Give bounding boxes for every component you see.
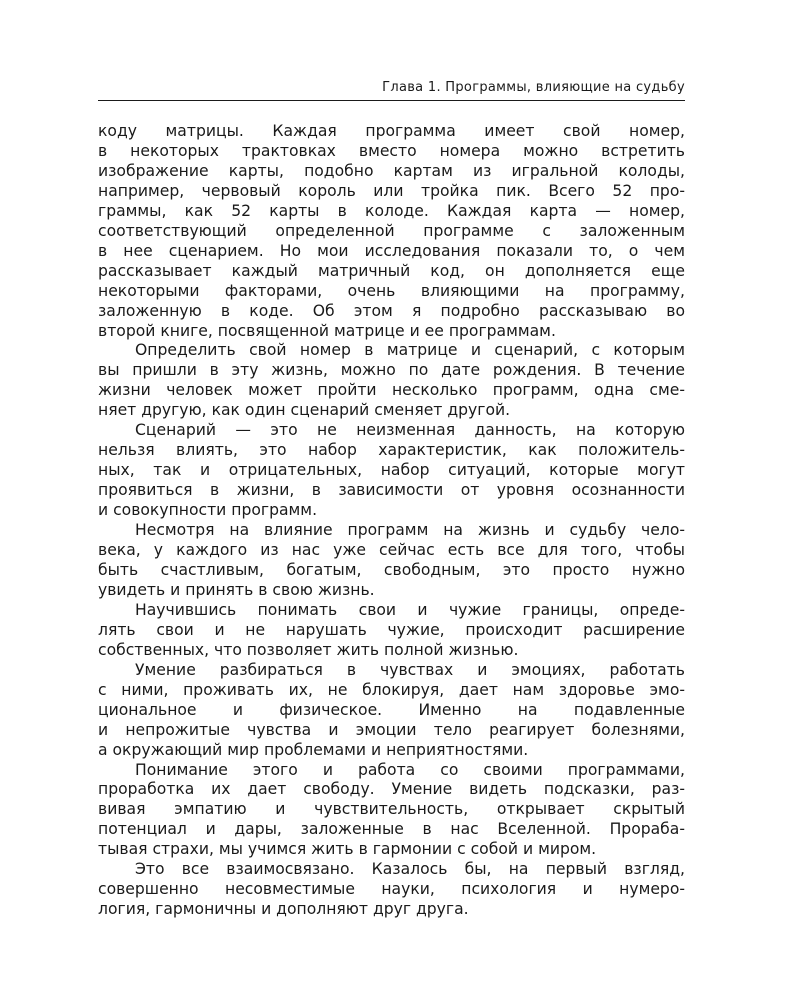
text-line: жизни человек может пройти несколько программ, одна сме-: [98, 381, 685, 400]
text-line: второй книге, посвященной матрице и ее программам.: [98, 321, 556, 340]
paragraph-8: [98, 860, 685, 920]
paragraph-2: [98, 341, 685, 421]
text-line: Понимание этого и работа со своими программами,: [135, 760, 685, 779]
text-line: Несмотря на влияние программ на жизнь и судьбу чело-: [135, 521, 685, 540]
paragraph-5: [98, 601, 685, 661]
text-line: Сценарий — это не неизменная данность, на которую: [135, 421, 685, 440]
paragraph-1: [98, 122, 685, 341]
text-line: а окружающий мир проблемами и неприятностями.: [98, 740, 529, 759]
text-line: заложенную в коде. Об этом я подробно рассказываю во: [98, 301, 685, 320]
text-line: Это все взаимосвязано. Казалось бы, на первый взгляд,: [135, 860, 685, 879]
text-line: соответствующий определенной программе с заложенным: [98, 221, 685, 240]
text-line: няет другую, как один сценарий сменяет другой.: [98, 401, 511, 420]
text-line: быть счастливым, богатым, свободным, это просто нужно: [98, 560, 685, 579]
paragraph-4: [98, 521, 685, 601]
text-line: Научившись понимать свои и чужие границы, опреде-: [135, 600, 685, 619]
text-line: увидеть и принять в свою жизнь.: [98, 580, 375, 599]
text-line: изображение карты, подобно картам из игральной колоды,: [98, 161, 685, 180]
text-line: с ними, проживать их, не блокируя, дает нам здоровье эмо-: [98, 680, 685, 699]
body-text: [98, 122, 685, 920]
header-rule: [98, 100, 685, 101]
text-line: некоторыми факторами, очень влияющими на программу,: [98, 281, 685, 300]
text-line: проработка их дает свободу. Умение видеть подсказки, раз-: [98, 780, 685, 799]
text-line: Умение разбираться в чувствах и эмоциях, работать: [135, 660, 685, 679]
text-line: в нее сценарием. Но мои исследования показали то, о чем: [98, 241, 685, 260]
text-line: собственных, что позволяет жить полной жизнью.: [98, 640, 519, 659]
paragraph-7: [98, 761, 685, 861]
text-line: потенциал и дары, заложенные в нас Вселенной. Прораба-: [98, 820, 685, 839]
text-line: проявиться в жизни, в зависимости от уровня осознанности: [98, 481, 685, 500]
text-line: вы пришли в эту жизнь, можно по дате рождения. В течение: [98, 361, 685, 380]
text-line: лять свои и не нарушать чужие, происходит расширение: [98, 620, 685, 639]
text-line: в некоторых трактовках вместо номера можно встретить: [98, 141, 685, 160]
paragraph-3: [98, 421, 685, 521]
running-header: Глава 1. Программы, влияющие на судьбу: [382, 80, 685, 95]
text-line: и непрожитые чувства и эмоции тело реагирует болезнями,: [98, 720, 685, 739]
text-line: нельзя влиять, это набор характеристик, как положитель-: [98, 441, 685, 460]
text-line: вивая эмпатию и чувствительность, открывает скрытый: [98, 800, 685, 819]
book-page: [98, 0, 685, 1000]
text-line: например, червовый король или тройка пик. Всего 52 про-: [98, 181, 685, 200]
paragraph-6: [98, 661, 685, 761]
text-line: тывая страхи, мы учимся жить в гармонии с собой и миром.: [98, 840, 597, 859]
text-line: рассказывает каждый матричный код, он дополняется еще: [98, 261, 685, 280]
text-line: граммы, как 52 карты в колоде. Каждая карта — номер,: [98, 201, 685, 220]
text-line: коду матрицы. Каждая программа имеет свой номер,: [98, 122, 685, 140]
text-line: циональное и физическое. Именно на подавленные: [98, 700, 685, 719]
text-line: логия, гармоничны и дополняют друг друга.: [98, 900, 469, 919]
text-line: века, у каждого из нас уже сейчас есть все для того, чтобы: [98, 541, 685, 560]
text-line: совершенно несовместимые науки, психология и нумеро-: [98, 880, 685, 899]
text-line: Определить свой номер в матрице и сценарий, с которым: [135, 341, 685, 360]
text-line: и совокупности программ.: [98, 501, 318, 520]
text-line: ных, так и отрицательных, набор ситуаций, которые могут: [98, 461, 685, 480]
